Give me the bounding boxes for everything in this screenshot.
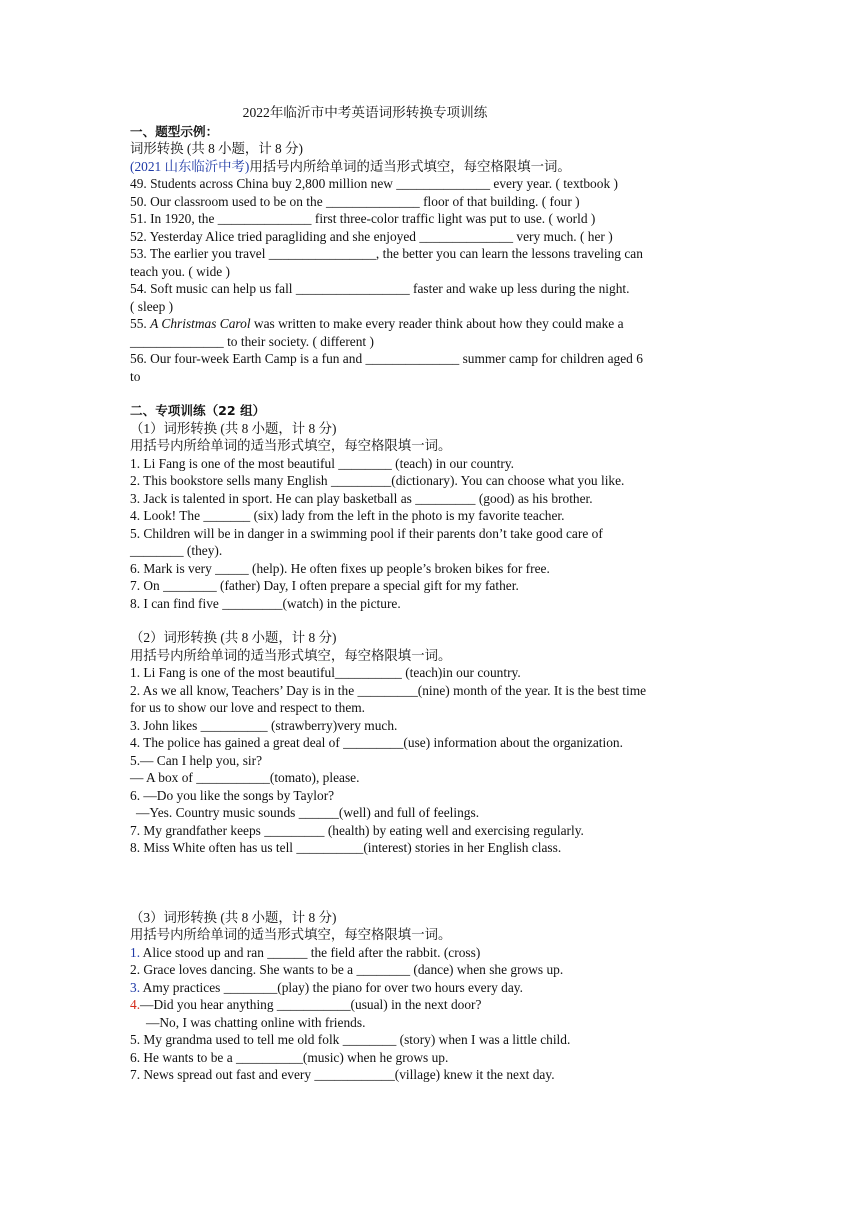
question-54-line1: 54. Soft music can help us fall _________________ faster and wake up less during the night.	[130, 281, 630, 296]
group2-question-5-line1: 5.— Can I help you, sir?	[130, 752, 263, 768]
document-title: 2022年临沂市中考英语词形转换专项训练	[242, 105, 488, 120]
group2-question-6-line1: 6. —Do you like the songs by Taylor?	[130, 787, 335, 803]
group1-question-8: 8. I can find five _________(watch) in the picture.	[130, 595, 401, 611]
group3-question-6: 6. He wants to be a __________(music) when he grows up.	[130, 1049, 449, 1065]
question-54-line2: ( sleep )	[130, 298, 174, 314]
group2-question-3: 3. John likes __________ (strawberry)very much.	[130, 717, 398, 733]
question-50: 50. Our classroom used to be on the ______________ floor of that building. ( four )	[130, 193, 580, 209]
question-56-line1: 56. Our four-week Earth Camp is a fun and ______________ summer camp for children aged 6	[130, 351, 643, 366]
group3-header: （3）词形转换 (共 8 小题，计 8 分)	[130, 909, 337, 925]
book-title: A Christmas Carol	[150, 316, 251, 331]
group3-question-4-line2: —No, I was chatting online with friends.	[146, 1014, 366, 1030]
group3-question-3: 3. Amy practices ________(play) the piano for over two hours every day.	[130, 979, 523, 995]
group2-question-2-line1: 2. As we all know, Teachers’ Day is in the _________(nine) month of the year. It is the best time	[130, 682, 647, 698]
question-number-blue: 3.	[130, 979, 141, 995]
group1-question-2: 2. This bookstore sells many English _________(dictionary). You can choose what you like.	[130, 473, 625, 488]
question-53-line1: 53. The earlier you travel ________________, the better you can learn the lessons traveling can	[130, 246, 643, 261]
group3-question-1: 1. Alice stood up and ran ______ the field after the rabbit. (cross)	[130, 944, 481, 960]
group3-question-4-line1: 4.—Did you hear anything ___________(usual) in the next door?	[130, 997, 482, 1012]
document-page	[130, 104, 730, 1084]
question-49: 49. Students across China buy 2,800 million new ______________ every year. ( textbook )	[130, 176, 618, 191]
group1-question-4: 4. Look! The _______ (six) lady from the left in the photo is my favorite teacher.	[130, 508, 565, 523]
group2-question-8: 8. Miss White often has us tell __________(interest) stories in her English class.	[130, 840, 562, 855]
group1-question-1: 1. Li Fang is one of the most beautiful ________ (teach) in our country.	[130, 455, 515, 471]
group3-question-2: 2. Grace loves dancing. She wants to be a ________ (dance) when she grows up.	[130, 962, 564, 977]
group3-question-7: 7. News spread out fast and every ____________(village) knew it the next day.	[130, 1067, 555, 1082]
group1-question-3: 3. Jack is talented in sport. He can play basketball as _________ (good) as his brother.	[130, 490, 593, 506]
group2-question-6-line2: —Yes. Country music sounds ______(well) and full of feelings.	[136, 805, 480, 820]
section1-subheading: 词形转换 (共 8 小题，计 8 分)	[130, 141, 303, 156]
group2-question-4: 4. The police has gained a great deal of _________(use) information about the organization.	[130, 735, 623, 750]
question-52: 52. Yesterday Alice tried paragliding and she enjoyed ______________ very much. ( her )	[130, 228, 613, 244]
question-55-line2: ______________ to their society. ( different )	[130, 333, 374, 349]
group2-question-1: 1. Li Fang is one of the most beautiful__________ (teach)in our country.	[130, 665, 521, 680]
exam-source-link[interactable]: (2021 山东临沂中考)	[130, 158, 250, 174]
group1-question-5-line2: ________ (they).	[130, 543, 223, 558]
group2-header: （2）词形转换 (共 8 小题，计 8 分)	[130, 630, 337, 645]
group1-question-6: 6. Mark is very _____ (help). He often fixes up people’s broken bikes for free.	[130, 560, 550, 576]
section1-instruction: (2021 山东临沂中考)用括号内所给单词的适当形式填空，每空格限填一词。	[130, 158, 571, 174]
group2-question-2-line2: for us to show our love and respect to them.	[130, 700, 366, 715]
question-53-line2: teach you. ( wide )	[130, 263, 231, 279]
group2-instruction: 用括号内所给单词的适当形式填空，每空格限填一词。	[130, 647, 452, 663]
question-number-red: 4.	[130, 997, 141, 1012]
section1-heading: 一、题型示例：	[130, 123, 219, 139]
group1-header: （1）词形转换 (共 8 小题，计 8 分)	[130, 420, 337, 436]
question-51: 51. In 1920, the ______________ first three-color traffic light was put to use. ( world )	[130, 211, 596, 226]
group2-question-7: 7. My grandfather keeps _________ (health) by eating well and exercising regularly.	[130, 822, 584, 838]
group2-question-5-line2: — A box of ___________(tomato), please.	[130, 770, 360, 785]
group1-instruction: 用括号内所给单词的适当形式填空，每空格限填一词。	[130, 438, 452, 453]
question-55-line1: 55. A Christmas Carol was written to make every reader think about how they could make a	[130, 316, 624, 331]
group3-instruction: 用括号内所给单词的适当形式填空，每空格限填一词。	[130, 927, 452, 942]
question-number-blue: 1.	[130, 944, 141, 960]
section2-heading: 二、专项训练（22 组）	[130, 403, 266, 418]
group1-question-7: 7. On ________ (father) Day, I often prepare a special gift for my father.	[130, 578, 519, 593]
group3-question-5: 5. My grandma used to tell me old folk ________ (story) when I was a little child.	[130, 1032, 571, 1047]
group1-question-5-line1: 5. Children will be in danger in a swimming pool if their parents don’t take good care of	[130, 525, 603, 541]
question-56-line2: to	[130, 368, 141, 384]
